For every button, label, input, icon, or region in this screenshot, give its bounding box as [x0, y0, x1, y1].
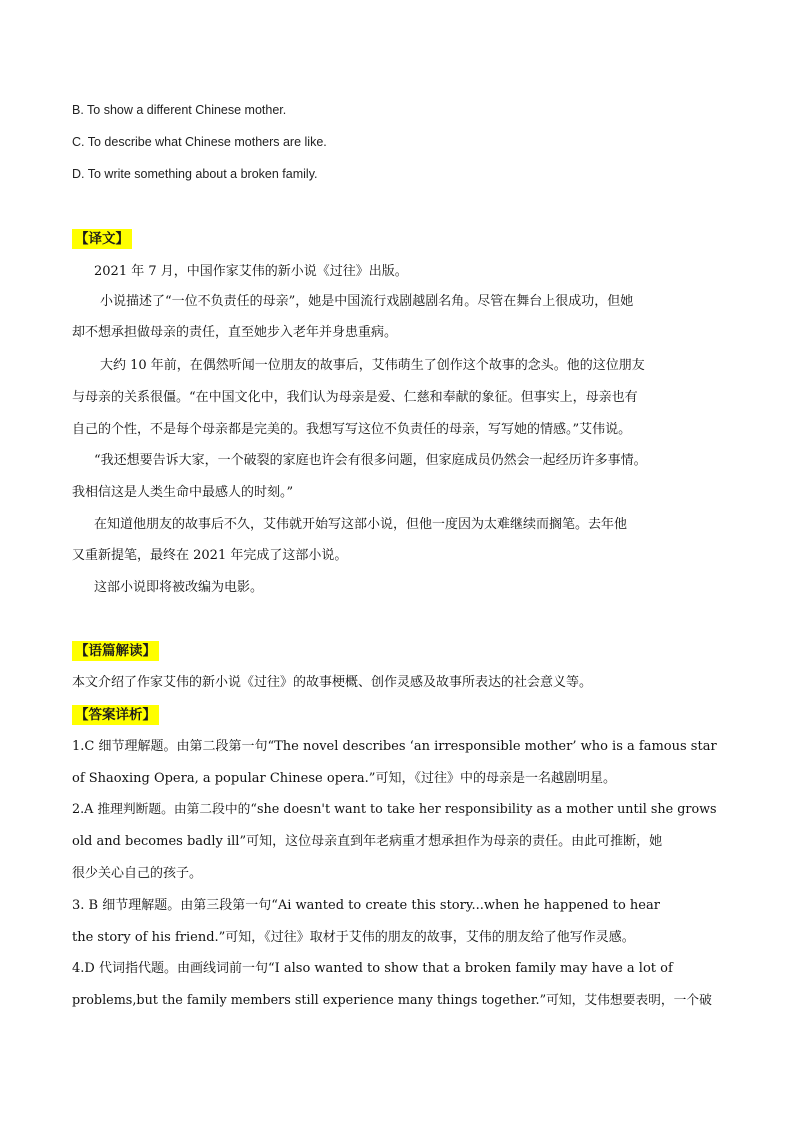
answer-line: 3. B 细节理解题。由第三段第一句“Ai wanted to create this story...when he happened to hear — [72, 898, 660, 913]
answer-line: 2.A 推理判断题。由第二段中的“she doesn't want to take her responsibility as a mother until she grows — [72, 802, 717, 817]
translation-line: 2021 年 7 月，中国作家艾伟的新小说《过往》出版。 — [94, 264, 408, 279]
option-d: D. To write something about a broken family. — [72, 167, 318, 181]
translation-line: 我相信这是人类生命中最感人的时刻。” — [72, 485, 294, 500]
translation-line: 在知道他朋友的故事后不久，艾伟就开始写这部小说，但他一度因为太难继续而搁笔。去年他 — [94, 517, 628, 532]
analysis-heading: 【语篇解读】 — [72, 641, 159, 661]
answer-line: problems,but the family members still experience many things together.”可知，艾伟想要表明，一个破 — [72, 993, 712, 1008]
answer-line: of Shaoxing Opera, a popular Chinese opera.”可知，《过往》中的母亲是一名越剧明星。 — [72, 771, 616, 786]
answer-line: 很少关心自己的孩子。 — [72, 866, 203, 881]
translation-line: 又重新提笔，最终在 2021 年完成了这部小说。 — [72, 548, 348, 563]
translation-line: 与母亲的关系很僵。“在中国文化中，我们认为母亲是爱、仁慈和奉献的象征。但事实上，母亲也有 — [72, 390, 638, 405]
translation-heading: 【译文】 — [72, 229, 132, 249]
translation-line: 这部小说即将被改编为电影。 — [94, 580, 264, 595]
answer-line: 1.C 细节理解题。由第二段第一句“The novel describes ‘an irresponsible mother’ who is a famous star — [72, 739, 717, 754]
option-c: C. To describe what Chinese mothers are like. — [72, 135, 327, 149]
answer-line: the story of his friend.”可知，《过往》取材于艾伟的朋友的故事，艾伟的朋友给了他写作灵感。 — [72, 930, 635, 945]
translation-line: 小说描述了“一位不负责任的母亲”，她是中国流行戏剧越剧名角。尽管在舞台上很成功，但她 — [100, 294, 634, 309]
translation-line: 大约 10 年前，在偶然听闻一位朋友的故事后，艾伟萌生了创作这个故事的念头。他的这位朋友 — [100, 358, 645, 373]
answer-line: old and becomes badly ill”可知，这位母亲直到年老病重才想承担作为母亲的责任。由此可推断，她 — [72, 834, 663, 849]
translation-line: “我还想要告诉大家，一个破裂的家庭也许会有很多问题，但家庭成员仍然会一起经历许多事情。 — [94, 453, 647, 468]
answer-line: 4.D 代词指代题。由画线词前一句“I also wanted to show that a broken family may have a lot of — [72, 961, 673, 976]
translation-line: 自己的个性，不是每个母亲都是完美的。我想写写这位不负责任的母亲，写写她的情感。”艾伟说。 — [72, 422, 632, 437]
option-b: B. To show a different Chinese mother. — [72, 103, 287, 117]
answers-heading: 【答案详析】 — [72, 705, 159, 725]
translation-line: 却不想承担做母亲的责任，直至她步入老年并身患重病。 — [72, 325, 398, 340]
analysis-text: 本文介绍了作家艾伟的新小说《过往》的故事梗概、创作灵感及故事所表达的社会意义等。 — [72, 675, 593, 690]
